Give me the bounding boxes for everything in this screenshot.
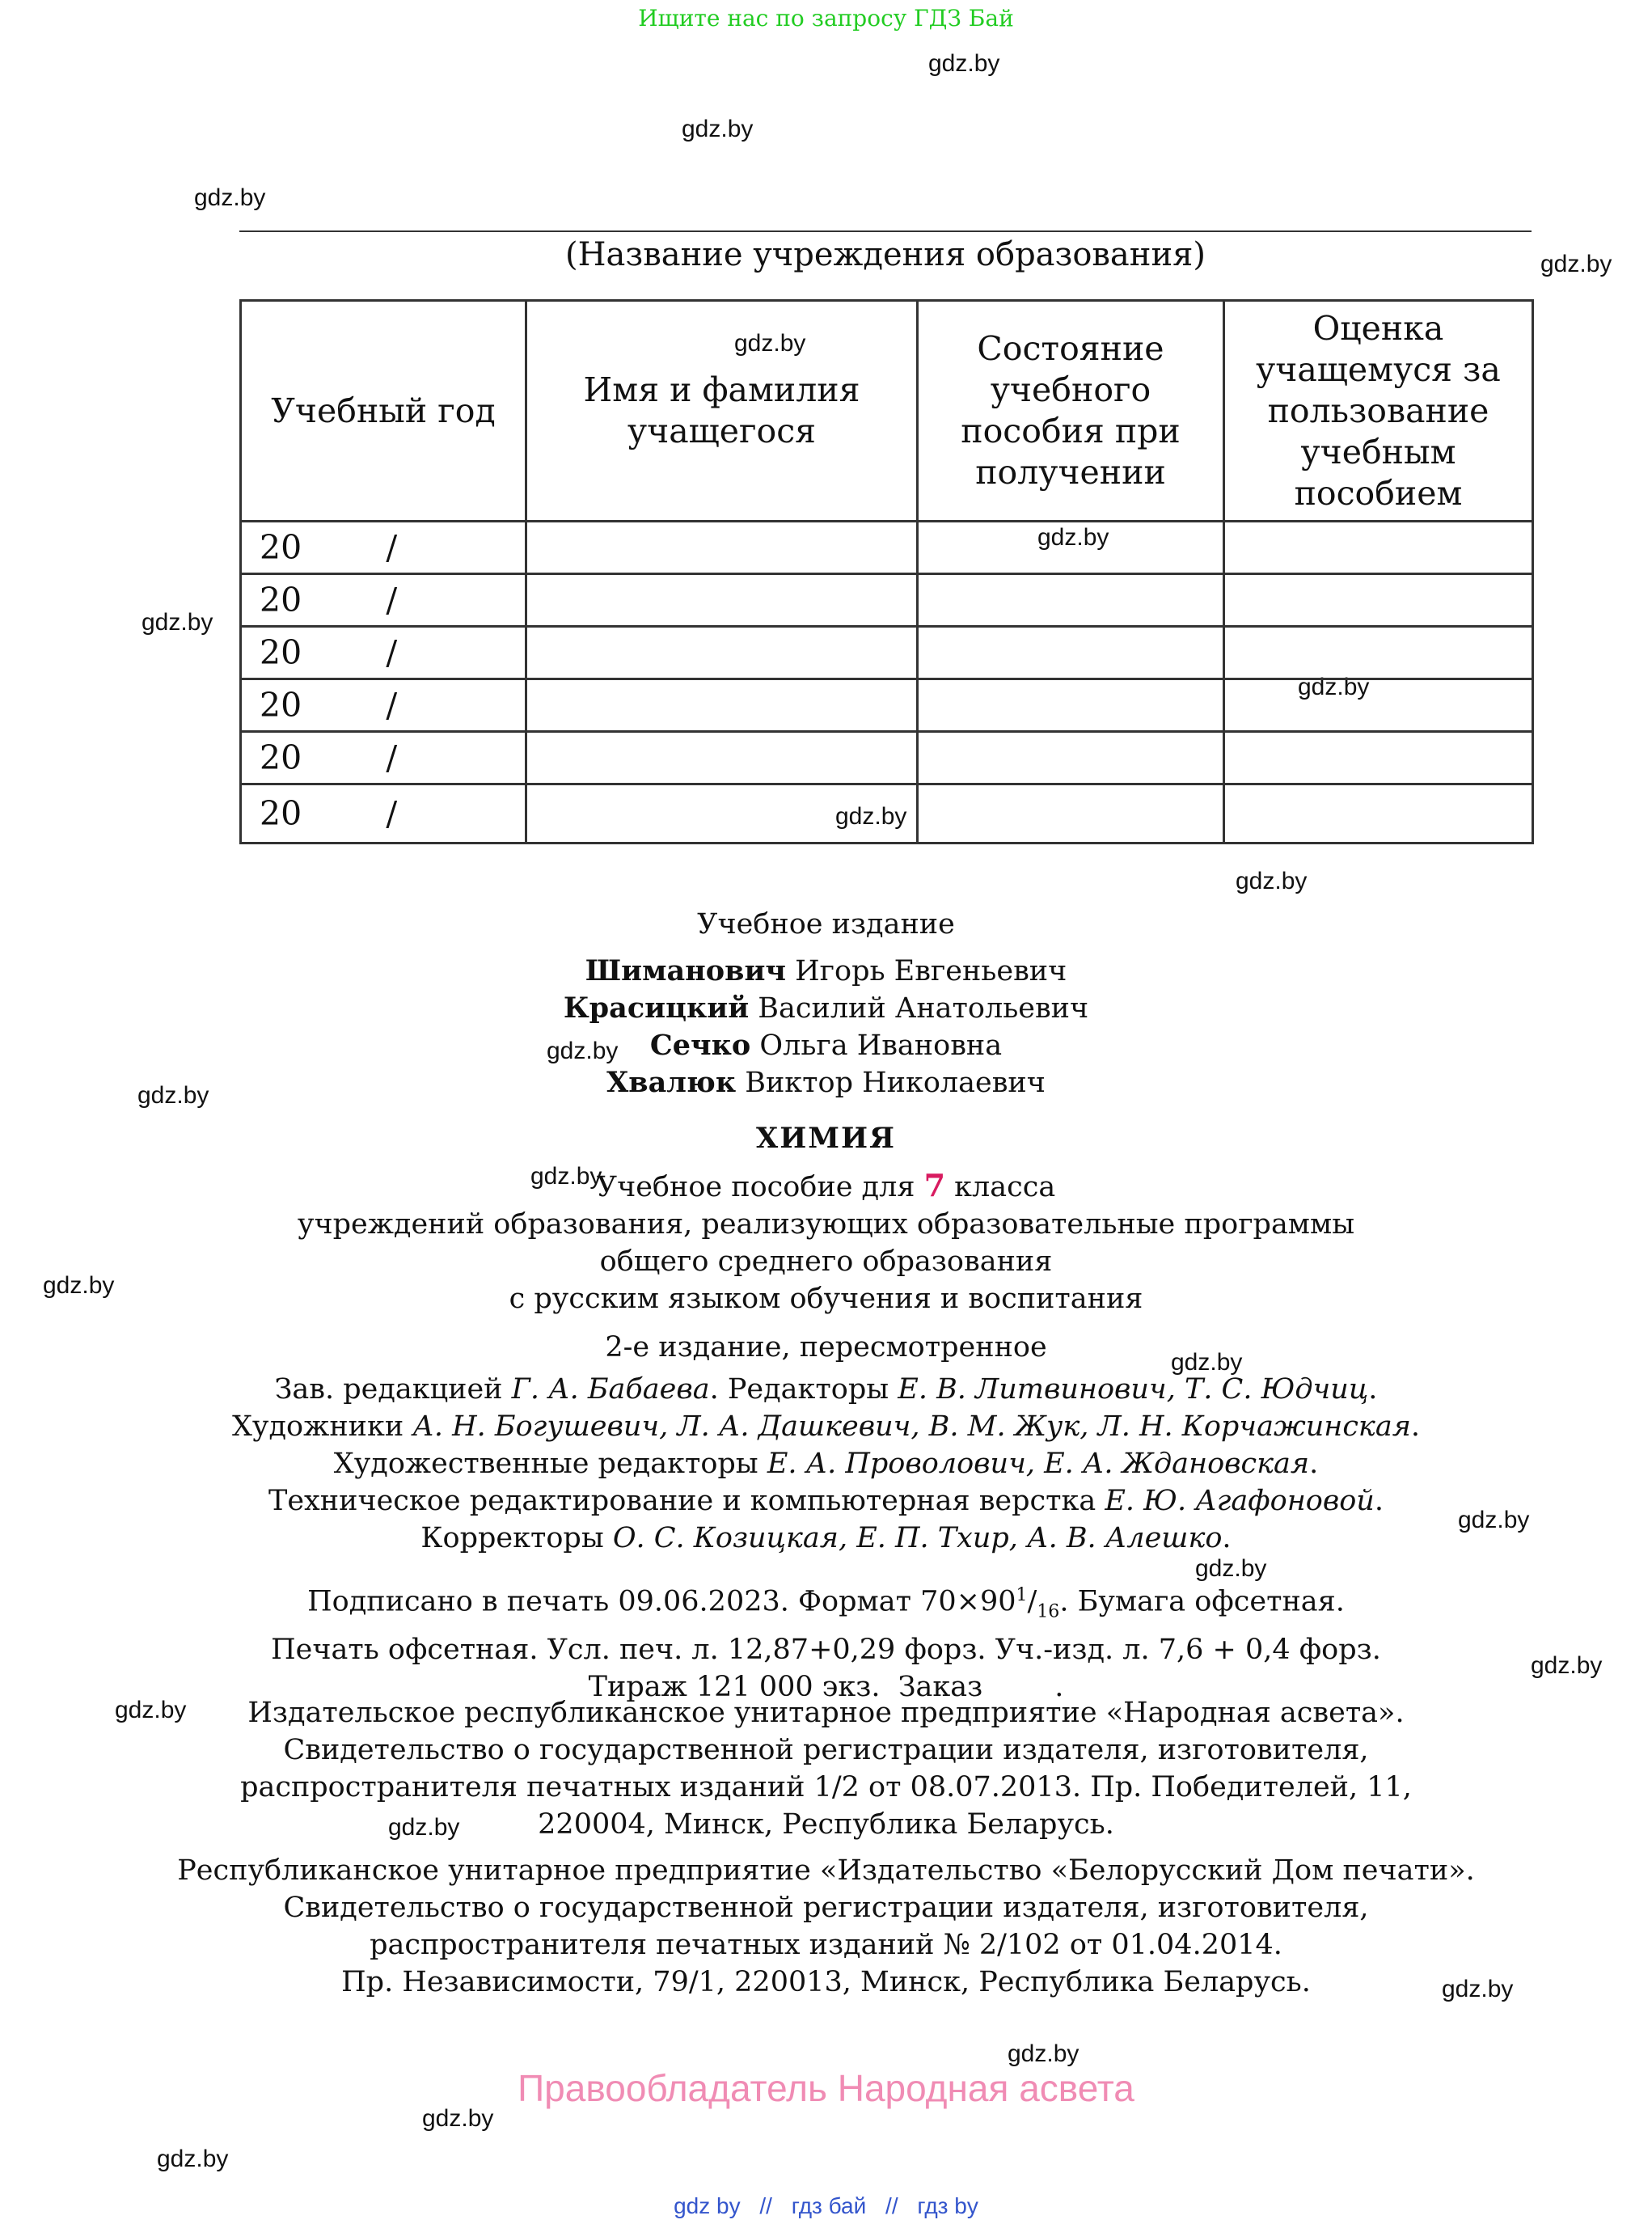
credits-line: Техническое редактирование и компьютерная верстка Е. Ю. Агафоновой.: [268, 1485, 1384, 1517]
name-cell: [526, 732, 918, 784]
edition-type: [0, 906, 1652, 943]
subtitle-suffix: класса: [954, 1171, 1056, 1203]
publisher-line: 220004, Минск, Республика Беларусь.: [538, 1808, 1114, 1841]
author-line: [0, 1027, 1652, 1064]
year-cell: 20 /: [241, 627, 526, 679]
print-line: [0, 1577, 1652, 1631]
format-sub: 16: [1037, 1601, 1060, 1622]
subtitle-line: с русским языком обучения и воспитания: [509, 1283, 1143, 1315]
watermark: gdz.by: [1171, 1349, 1243, 1376]
watermark: gdz.by: [1458, 1507, 1530, 1533]
header-student-grade: Оценка учащемуся за пользование учебным пособием: [1224, 301, 1533, 522]
watermark: gdz.by: [1008, 2040, 1080, 2067]
bottom-links: [0, 2193, 1652, 2219]
printer-line: Свидетельство о государственной регистрации издателя, изготовителя,: [283, 1892, 1369, 1924]
printer-info: [0, 1852, 1652, 2001]
link-gdz-bai[interactable]: гдз бай: [791, 2193, 867, 2218]
author-name: Ольга Ивановна: [759, 1030, 1003, 1062]
credit-label: Редакторы: [727, 1373, 889, 1406]
table-row: [241, 522, 1533, 574]
name-cell: [526, 679, 918, 732]
institution-caption: (Название учреждения образования): [565, 236, 1206, 273]
author-surname: Шиманович: [585, 954, 787, 987]
year-cell: 20 /: [241, 679, 526, 732]
publisher-line: Свидетельство о государственной регистрации издателя, изготовителя,: [283, 1734, 1369, 1766]
credit-name: Е. А. Проволович, Е. А. Ждановская: [767, 1448, 1310, 1480]
publisher-line: Издательское республиканское унитарное предприятие «Народная асвета».: [247, 1697, 1405, 1729]
year-cell: 20 /: [241, 784, 526, 844]
grade-cell: [1224, 679, 1533, 732]
watermark: gdz.by: [1037, 524, 1109, 551]
grade-cell: [1224, 574, 1533, 627]
editorial-credits: [0, 1371, 1652, 1557]
format-slash: /: [1027, 1585, 1037, 1618]
edition-text: 2-е издание, пересмотренное: [605, 1331, 1047, 1364]
condition-cell: [918, 627, 1224, 679]
watermark: gdz.by: [1298, 674, 1370, 700]
print-details: [0, 1577, 1652, 1706]
watermark: gdz.by: [928, 50, 1000, 77]
book-title: [0, 1120, 1652, 1157]
credits-line: Корректоры О. С. Козицкая, Е. П. Тхир, А. В. Алешко.: [420, 1522, 1232, 1554]
printer-line: Пр. Независимости, 79/1, 220013, Минск, Республика Беларусь.: [341, 1966, 1311, 1998]
link-separator: //: [885, 2193, 898, 2218]
table-row: [241, 627, 1533, 679]
watermark: gdz.by: [547, 1038, 619, 1064]
watermark: gdz.by: [194, 184, 266, 211]
credit-name: Г. А. Бабаева: [511, 1373, 710, 1406]
printer-line: Республиканское унитарное предприятие «Издательство «Белорусский Дом печати».: [177, 1854, 1475, 1887]
top-banner[interactable]: Ищите нас по запросу ГДЗ Бай: [638, 5, 1014, 32]
year-cell: 20 /: [241, 732, 526, 784]
condition-cell: [918, 522, 1224, 574]
link-gdz-by[interactable]: gdz by: [674, 2193, 741, 2218]
year-cell: 20 /: [241, 522, 526, 574]
watermark: gdz.by: [530, 1163, 602, 1190]
subtitle-prefix: Учебное пособие для: [596, 1171, 915, 1203]
subtitle-line: учреждений образования, реализующих образовательные программы: [297, 1208, 1355, 1241]
credits-line: Зав. редакцией Г. А. Бабаева. Редакторы Е. В. Литвинович, Т. С. Юдчиц.: [274, 1373, 1378, 1406]
institution-line: [239, 230, 1532, 232]
printer-line: распространителя печатных изданий № 2/102 от 01.04.2014.: [370, 1929, 1282, 1961]
watermark: gdz.by: [142, 609, 213, 636]
grade-number: 7: [923, 1167, 946, 1203]
header-condition-received: Состояние учебного пособия при получении: [918, 301, 1224, 522]
link-separator: //: [759, 2193, 772, 2218]
watermark: gdz.by: [835, 803, 907, 830]
publisher-line: распространителя печатных изданий 1/2 от 08.07.2013. Пр. Победителей, 11,: [240, 1771, 1412, 1803]
print-line: Тираж 121 000 экз. Заказ .: [588, 1670, 1064, 1703]
grade-cell: [1224, 732, 1533, 784]
watermark: gdz.by: [157, 2146, 229, 2172]
author-name: Виктор Николаевич: [745, 1067, 1046, 1099]
watermark: gdz.by: [422, 2105, 494, 2132]
name-cell: [526, 574, 918, 627]
print-signed-prefix: Подписано в печать 09.06.2023. Формат 70×90: [307, 1585, 1016, 1618]
name-cell: [526, 522, 918, 574]
credit-label: Зав. редакцией: [274, 1373, 503, 1406]
table-row: [241, 574, 1533, 627]
watermark: gdz.by: [1540, 251, 1612, 277]
condition-cell: [918, 784, 1224, 844]
credit-name: О. С. Козицкая, Е. П. Тхир, А. В. Алешко: [612, 1522, 1223, 1554]
credits-line: Художественные редакторы Е. А. Проволович, Е. А. Ждановская.: [333, 1448, 1319, 1480]
book-subtitle: [0, 1167, 1652, 1317]
author-name: Василий Анатольевич: [758, 992, 1089, 1025]
print-line: Печать офсетная. Усл. печ. л. 12,87+0,29 форз. Уч.-изд. л. 7,6 + 0,4 форз.: [271, 1633, 1381, 1666]
credit-name: Е. Ю. Агафоновой: [1105, 1485, 1375, 1517]
author-line: [0, 953, 1652, 990]
credit-label: Корректоры: [420, 1522, 604, 1554]
format-sup: 1: [1016, 1585, 1028, 1605]
watermark: gdz.by: [1195, 1555, 1267, 1582]
book-title-text: ХИМИЯ: [756, 1122, 896, 1155]
author-surname: Красицкий: [563, 991, 750, 1025]
copyright-watermark: Правообладатель Народная асвета: [518, 2067, 1134, 2109]
watermark: gdz.by: [1531, 1652, 1603, 1679]
watermark: gdz.by: [115, 1697, 187, 1723]
author-line: [0, 990, 1652, 1027]
authors-list: [0, 953, 1652, 1101]
watermark: gdz.by: [1236, 868, 1308, 894]
watermark: gdz.by: [137, 1082, 209, 1109]
author-name: Игорь Евгеньевич: [795, 955, 1067, 987]
table-row: [241, 679, 1533, 732]
credit-label: Художники: [231, 1410, 404, 1443]
credits-line: Художники А. Н. Богушевич, Л. А. Дашкевич, В. М. Жук, Л. Н. Корчажинская.: [231, 1410, 1421, 1443]
author-surname: Хвалюк: [606, 1066, 737, 1099]
credit-name: Е. В. Литвинович, Т. С. Юдчиц: [898, 1373, 1369, 1406]
author-line: [0, 1064, 1652, 1101]
credit-name: А. Н. Богушевич, Л. А. Дашкевич, В. М. Жук, Л. Н. Корчажинская: [412, 1410, 1411, 1443]
subtitle-line: общего среднего образования: [599, 1245, 1053, 1278]
publisher-info: [0, 1694, 1652, 1843]
year-cell: 20 /: [241, 574, 526, 627]
watermark: gdz.by: [682, 116, 754, 142]
subtitle-line: [0, 1167, 1652, 1206]
condition-cell: [918, 679, 1224, 732]
condition-cell: [918, 732, 1224, 784]
watermark: gdz.by: [388, 1814, 460, 1841]
watermark: gdz.by: [734, 330, 806, 357]
grade-cell: [1224, 522, 1533, 574]
watermark: gdz.by: [43, 1272, 115, 1299]
table-row: [241, 784, 1533, 844]
name-cell: [526, 627, 918, 679]
watermark: gdz.by: [1442, 1976, 1514, 2002]
print-signed-suffix: . Бумага офсетная.: [1059, 1585, 1345, 1618]
credit-label: Художественные редакторы: [333, 1448, 758, 1480]
author-surname: Сечко: [649, 1029, 751, 1062]
name-cell: [526, 784, 918, 844]
edition: [0, 1329, 1652, 1366]
textbook-register-table: [239, 299, 1534, 844]
table-row: [241, 732, 1533, 784]
grade-cell: [1224, 627, 1533, 679]
grade-cell: [1224, 784, 1533, 844]
header-school-year: Учебный год: [241, 301, 526, 522]
condition-cell: [918, 574, 1224, 627]
link-gdz-by-cyr[interactable]: гдз by: [917, 2193, 978, 2218]
header-student-name: Имя и фамилия учащегося: [526, 301, 918, 522]
credit-label: Техническое редактирование и компьютерная верстка: [268, 1485, 1096, 1517]
edition-type-text: Учебное издание: [697, 908, 955, 941]
